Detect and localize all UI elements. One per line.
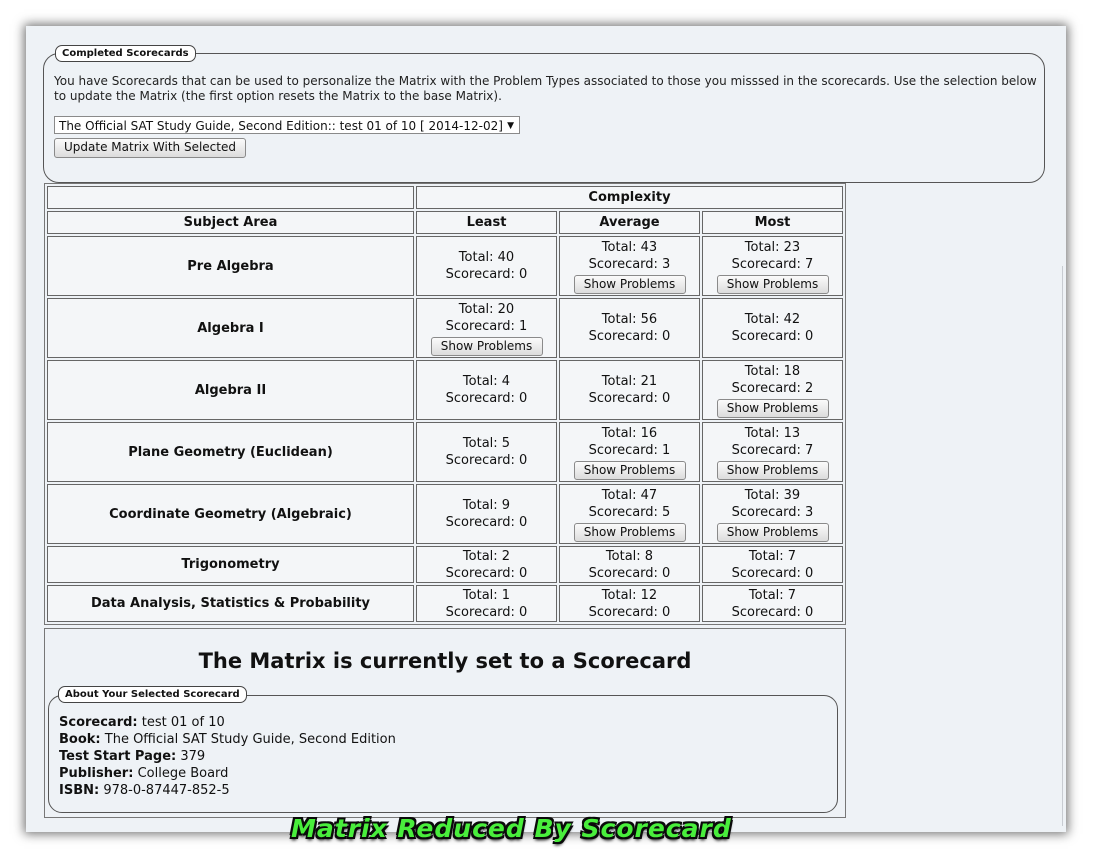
matrix-cell-least: [416, 236, 557, 296]
scorecard-count: Scorecard: 0: [445, 515, 528, 530]
show-problems-button[interactable]: Show Problems: [717, 275, 829, 294]
matrix-cell-least: [416, 546, 557, 583]
matrix-cell-average: [559, 360, 700, 420]
scorecard-count: Scorecard: 2: [731, 380, 814, 396]
scorecard-select[interactable]: [54, 116, 520, 134]
screenshot-caption: Matrix Reduced By Scorecard: [291, 814, 732, 843]
total-count: Total: 13: [744, 425, 801, 441]
matrix-row: [47, 585, 843, 622]
matrix-cell-average: [559, 585, 700, 622]
subject-cell: Coordinate Geometry (Algebraic): [47, 484, 414, 544]
scorecard-count: Scorecard: 0: [445, 453, 528, 468]
scorecard-count: Scorecard: 3: [588, 256, 671, 272]
scorecard-count: Scorecard: 1: [588, 442, 671, 458]
subject-area-header: Subject Area: [47, 211, 414, 234]
total-count: Total: 4: [462, 374, 511, 389]
scorecard-count: Scorecard: 3: [731, 504, 814, 520]
scorecard-count: Scorecard: 0: [731, 329, 814, 344]
subject-cell: Algebra I: [47, 298, 414, 358]
chevron-down-icon: ▼: [507, 121, 514, 131]
subject-cell: Plane Geometry (Euclidean): [47, 422, 414, 482]
show-problems-button[interactable]: Show Problems: [431, 337, 543, 356]
subject-cell: Pre Algebra: [47, 236, 414, 296]
scorecard-count: Scorecard: 7: [731, 256, 814, 272]
show-problems-button[interactable]: Show Problems: [574, 275, 686, 294]
scorecard-count: Scorecard: 0: [588, 329, 671, 344]
total-count: Total: 40: [458, 250, 515, 265]
scorecard-count: Scorecard: 5: [588, 504, 671, 520]
matrix-row: [47, 360, 843, 420]
show-problems-button[interactable]: Show Problems: [574, 461, 686, 480]
total-count: Total: 7: [748, 587, 797, 603]
publisher-label: Publisher:: [59, 766, 134, 781]
matrix-cell-average: [559, 298, 700, 358]
scorecard-count: Scorecard: 7: [731, 442, 814, 458]
matrix-cell-most: [702, 298, 843, 358]
total-count: Total: 16: [601, 425, 658, 441]
show-problems-button[interactable]: Show Problems: [717, 461, 829, 480]
test-start-page-label: Test Start Page:: [59, 749, 177, 764]
matrix-cell-most: [702, 422, 843, 482]
matrix-status-section: [44, 628, 846, 818]
browser-window: [26, 26, 1066, 832]
total-count: Total: 43: [601, 239, 658, 255]
scorecard-info: [59, 714, 396, 799]
empty-header-cell: [47, 186, 414, 209]
matrix-row: [47, 422, 843, 482]
matrix-cell-most: [702, 585, 843, 622]
book-value: The Official SAT Study Guide, Second Edition: [104, 732, 396, 747]
total-count: Total: 42: [744, 312, 801, 327]
matrix-row: [47, 236, 843, 296]
total-count: Total: 20: [458, 301, 515, 317]
update-matrix-button[interactable]: Update Matrix With Selected: [54, 138, 246, 158]
scorecard-count: Scorecard: 0: [588, 391, 671, 406]
scorecard-count: Scorecard: 0: [445, 391, 528, 406]
matrix-cell-average: [559, 484, 700, 544]
book-label: Book:: [59, 732, 101, 747]
total-count: Total: 12: [601, 587, 658, 603]
scorecard-label: Scorecard:: [59, 715, 138, 730]
matrix-cell-most: [702, 236, 843, 296]
publisher-value: College Board: [137, 766, 229, 781]
show-problems-button[interactable]: Show Problems: [717, 399, 829, 418]
matrix-cell-least: [416, 422, 557, 482]
scorecard-count: Scorecard: 1: [445, 318, 528, 334]
about-scorecard-legend: About Your Selected Scorecard: [58, 686, 247, 703]
scrollbar-track[interactable]: [1062, 266, 1063, 826]
total-count: Total: 8: [605, 548, 654, 564]
matrix-cell-least: [416, 360, 557, 420]
matrix-cell-least: [416, 484, 557, 544]
scorecard-count: Scorecard: 0: [588, 565, 671, 581]
total-count: Total: 18: [744, 363, 801, 379]
total-count: Total: 2: [462, 548, 511, 564]
completed-scorecards-legend: Completed Scorecards: [55, 45, 196, 62]
total-count: Total: 9: [462, 498, 511, 513]
matrix-cell-most: [702, 484, 843, 544]
complexity-matrix: [44, 183, 846, 625]
matrix-row: [47, 298, 843, 358]
matrix-row: [47, 484, 843, 544]
complexity-header: Complexity: [416, 186, 843, 209]
column-header-average: Average: [559, 211, 700, 234]
intro-text: You have Scorecards that can be used to personalize the Matrix with the Problem Types associated to those you misssed in the scorecards. Use the selection below to update the Matrix (the first option resets the Matrix to the base Matrix).: [54, 74, 1037, 103]
scorecard-count: Scorecard: 0: [445, 604, 528, 620]
scorecard-value: test 01 of 10: [141, 715, 225, 730]
scorecard-count: Scorecard: 0: [731, 565, 814, 581]
column-header-least: Least: [416, 211, 557, 234]
matrix-cell-least: [416, 298, 557, 358]
matrix-status-banner: The Matrix is currently set to a Scorecard: [198, 649, 692, 673]
matrix-cell-average: [559, 236, 700, 296]
matrix-cell-average: [559, 422, 700, 482]
subject-cell: Data Analysis, Statistics & Probability: [47, 585, 414, 622]
matrix-cell-average: [559, 546, 700, 583]
total-count: Total: 5: [462, 436, 511, 451]
subject-cell: Algebra II: [47, 360, 414, 420]
total-count: Total: 1: [462, 587, 511, 603]
test-start-page-value: 379: [180, 749, 206, 764]
matrix-cell-least: [416, 585, 557, 622]
total-count: Total: 23: [744, 239, 801, 255]
matrix-cell-most: [702, 546, 843, 583]
total-count: Total: 56: [601, 312, 658, 327]
isbn-label: ISBN:: [59, 783, 100, 798]
matrix-cell-most: [702, 360, 843, 420]
column-header-most: Most: [702, 211, 843, 234]
scorecard-count: Scorecard: 0: [588, 604, 671, 620]
total-count: Total: 21: [601, 374, 658, 389]
subject-cell: Trigonometry: [47, 546, 414, 583]
total-count: Total: 7: [748, 548, 797, 564]
total-count: Total: 47: [601, 487, 658, 503]
scorecard-count: Scorecard: 0: [445, 267, 528, 282]
show-problems-button[interactable]: Show Problems: [717, 523, 829, 542]
scorecard-count: Scorecard: 0: [731, 604, 814, 620]
matrix-row: [47, 546, 843, 583]
total-count: Total: 39: [744, 487, 801, 503]
show-problems-button[interactable]: Show Problems: [574, 523, 686, 542]
scorecard-count: Scorecard: 0: [445, 565, 528, 581]
isbn-value: 978-0-87447-852-5: [103, 783, 230, 798]
scorecard-select-value: The Official SAT Study Guide, Second Edition:: test 01 of 10 [ 2014-12-02]: [59, 119, 503, 133]
